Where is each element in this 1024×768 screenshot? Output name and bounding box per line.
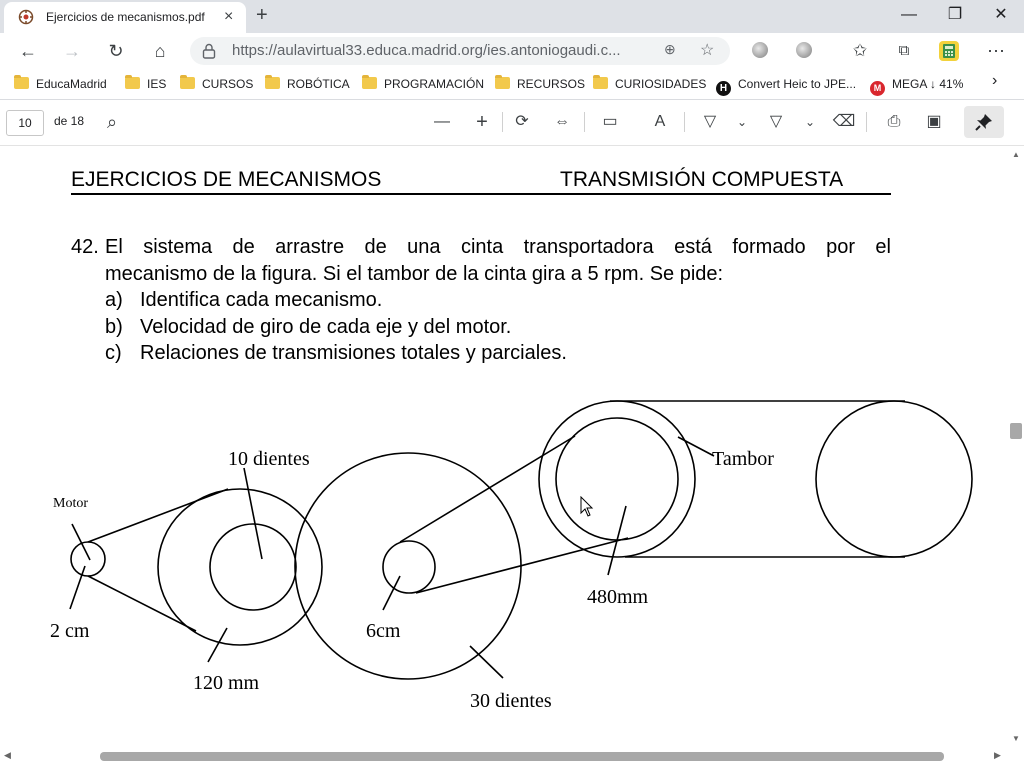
folder-icon <box>362 77 377 89</box>
leader-line <box>678 437 714 456</box>
belt-line <box>88 489 228 542</box>
motor-pulley <box>71 542 105 576</box>
folder-icon <box>495 77 510 89</box>
folder-icon <box>180 77 195 89</box>
leader-line <box>470 646 503 678</box>
gear-30-teeth <box>295 453 521 679</box>
read-aloud-icon[interactable]: A <box>654 113 666 130</box>
label-pulley-120mm: 120 mm <box>193 672 260 694</box>
item-c-text: Relaciones de transmisiones totales y parciales. <box>140 342 567 364</box>
highlight-icon[interactable]: ▽ <box>769 113 783 130</box>
leader-line <box>244 468 262 559</box>
favorites-icon[interactable]: ✩ <box>852 41 868 60</box>
mechanism-figure <box>0 146 1008 748</box>
print-icon[interactable]: ⎙ <box>887 113 901 130</box>
leader-line <box>208 628 227 662</box>
pdf-favicon-icon <box>18 9 34 25</box>
bookmark-mega[interactable]: M MEGA ↓ 41% <box>870 76 963 96</box>
zoom-out-button[interactable]: — <box>434 113 450 130</box>
leader-line <box>608 506 626 575</box>
label-drum: Tambor <box>712 448 774 470</box>
drum-outer <box>539 401 695 557</box>
toolbar-divider <box>866 112 867 132</box>
doc-header-left: EJERCICIOS DE MECANISMOS <box>71 168 382 191</box>
toolbar-divider <box>584 112 585 132</box>
bookmark-cursos[interactable]: CURSOS <box>180 76 253 92</box>
scroll-left-arrow-icon[interactable]: ◀ <box>4 750 11 760</box>
maximize-button[interactable]: ❐ <box>947 6 963 23</box>
tab-pdf[interactable] <box>4 2 246 33</box>
draw-icon[interactable]: ▽ <box>703 113 717 130</box>
toolbar-divider <box>684 112 685 132</box>
page-number-input[interactable]: 10 <box>6 110 44 136</box>
drum-inner <box>556 418 678 540</box>
tab-strip <box>0 0 1024 33</box>
label-drum-size: 480mm <box>587 586 649 608</box>
question-number: 42. <box>71 236 99 258</box>
erase-icon[interactable]: ⌫ <box>832 113 856 130</box>
extension-icon[interactable] <box>796 42 812 58</box>
pin-icon <box>975 113 993 131</box>
tab-title: Ejercicios de mecanismos.pdf <box>46 10 205 24</box>
bookmark-recursos[interactable]: RECURSOS <box>495 76 585 92</box>
item-a-marker: a) <box>105 289 123 311</box>
draw-dropdown-chevron-icon[interactable]: ⌄ <box>736 115 748 129</box>
bookmark-robotica[interactable]: ROBÓTICA <box>265 76 350 92</box>
mouse-cursor-icon <box>580 496 594 518</box>
collections-icon[interactable]: ⧉ <box>898 42 910 59</box>
bookmark-programacion[interactable]: PROGRAMACIÓN <box>362 76 484 92</box>
page-total: de 18 <box>54 114 85 128</box>
label-pulley-6cm: 6cm <box>366 620 401 642</box>
pulley-120mm <box>158 489 322 645</box>
zoom-icon[interactable]: ⊕ <box>664 41 676 57</box>
close-window-button[interactable]: ✕ <box>994 6 1008 23</box>
folder-icon <box>125 77 140 89</box>
bookmark-convert-heic[interactable]: H Convert Heic to JPE... <box>716 76 856 96</box>
belt-line <box>400 436 575 542</box>
lock-icon <box>202 43 216 59</box>
horizontal-scrollbar[interactable] <box>0 748 1024 768</box>
mega-logo-icon: M <box>870 81 885 96</box>
pulley-6cm <box>383 541 435 593</box>
add-favorite-icon[interactable]: ☆ <box>700 42 715 59</box>
label-motor: Motor <box>53 496 88 511</box>
vertical-scrollbar[interactable] <box>1008 146 1024 748</box>
calculator-extension-icon[interactable] <box>938 40 960 62</box>
pin-toolbar-button[interactable] <box>964 106 1004 138</box>
minimize-button[interactable]: — <box>901 6 917 23</box>
vertical-scroll-thumb[interactable] <box>1010 423 1022 439</box>
fit-to-width-icon[interactable]: ⇔ <box>554 113 570 130</box>
extension-icon[interactable] <box>752 42 768 58</box>
folder-icon <box>265 77 280 89</box>
new-tab-button[interactable]: + <box>256 4 268 26</box>
toolbar-divider <box>502 112 503 132</box>
horizontal-scroll-thumb[interactable] <box>100 752 944 761</box>
scroll-down-arrow-icon[interactable]: ▼ <box>1012 734 1020 743</box>
folder-icon <box>14 77 29 89</box>
question-line-1: El sistema de arrastre de una cinta transportadora está formado por el <box>105 236 891 258</box>
conveyor-roller <box>816 401 972 557</box>
scroll-right-arrow-icon[interactable]: ▶ <box>994 750 1001 760</box>
label-motor-size: 2 cm <box>50 620 90 642</box>
belt-line <box>416 538 628 593</box>
page-view-icon[interactable]: ▭ <box>602 113 618 130</box>
label-gear-10-teeth: 10 dientes <box>228 448 310 470</box>
folder-icon <box>593 77 608 89</box>
rotate-icon[interactable]: ⟳ <box>515 113 529 130</box>
forward-button[interactable]: → <box>63 41 81 61</box>
leader-line <box>383 576 400 610</box>
item-a-text: Identifica cada mecanismo. <box>140 289 383 311</box>
item-c-marker: c) <box>105 342 122 364</box>
navigation-bar <box>0 33 1024 69</box>
save-icon[interactable]: ▣ <box>926 113 942 130</box>
tab-close-icon[interactable]: × <box>224 8 234 25</box>
h-logo-icon: H <box>716 81 731 96</box>
belt-line <box>88 576 196 631</box>
back-button[interactable]: ← <box>19 41 37 61</box>
doc-header-right: TRANSMISIÓN COMPUESTA <box>560 168 844 191</box>
url-text: https://aulavirtual33.educa.madrid.org/ies.antoniogaudi.c... <box>232 42 621 59</box>
highlight-dropdown-chevron-icon[interactable]: ⌄ <box>804 115 816 129</box>
menu-icon[interactable]: ⋯ <box>987 41 1005 61</box>
bookmarks-overflow-chevron-icon[interactable]: › <box>992 72 998 89</box>
zoom-in-button[interactable]: + <box>476 111 488 133</box>
question-line-2: mecanismo de la figura. Si el tambor de la cinta gira a 5 rpm. Se pide: <box>105 263 724 285</box>
pdf-page <box>0 146 1008 748</box>
bookmark-educamadrid[interactable]: EducaMadrid <box>14 76 107 92</box>
refresh-button[interactable]: ↻ <box>108 41 124 61</box>
label-gear-30-teeth: 30 dientes <box>470 690 552 712</box>
item-b-marker: b) <box>105 316 123 338</box>
bookmark-ies[interactable]: IES <box>125 76 166 92</box>
home-button[interactable]: ⌂ <box>154 41 166 61</box>
address-bar[interactable] <box>190 37 730 65</box>
item-b-text: Velocidad de giro de cada eje y del motor. <box>140 316 512 338</box>
search-icon[interactable]: ⌕ <box>106 112 118 132</box>
gear-10-teeth <box>210 524 296 610</box>
scroll-up-arrow-icon[interactable]: ▲ <box>1012 150 1020 159</box>
bookmarks-bar <box>0 69 1024 100</box>
bookmark-curiosidades[interactable]: CURIOSIDADES <box>593 76 706 92</box>
pdf-toolbar <box>0 100 1024 146</box>
